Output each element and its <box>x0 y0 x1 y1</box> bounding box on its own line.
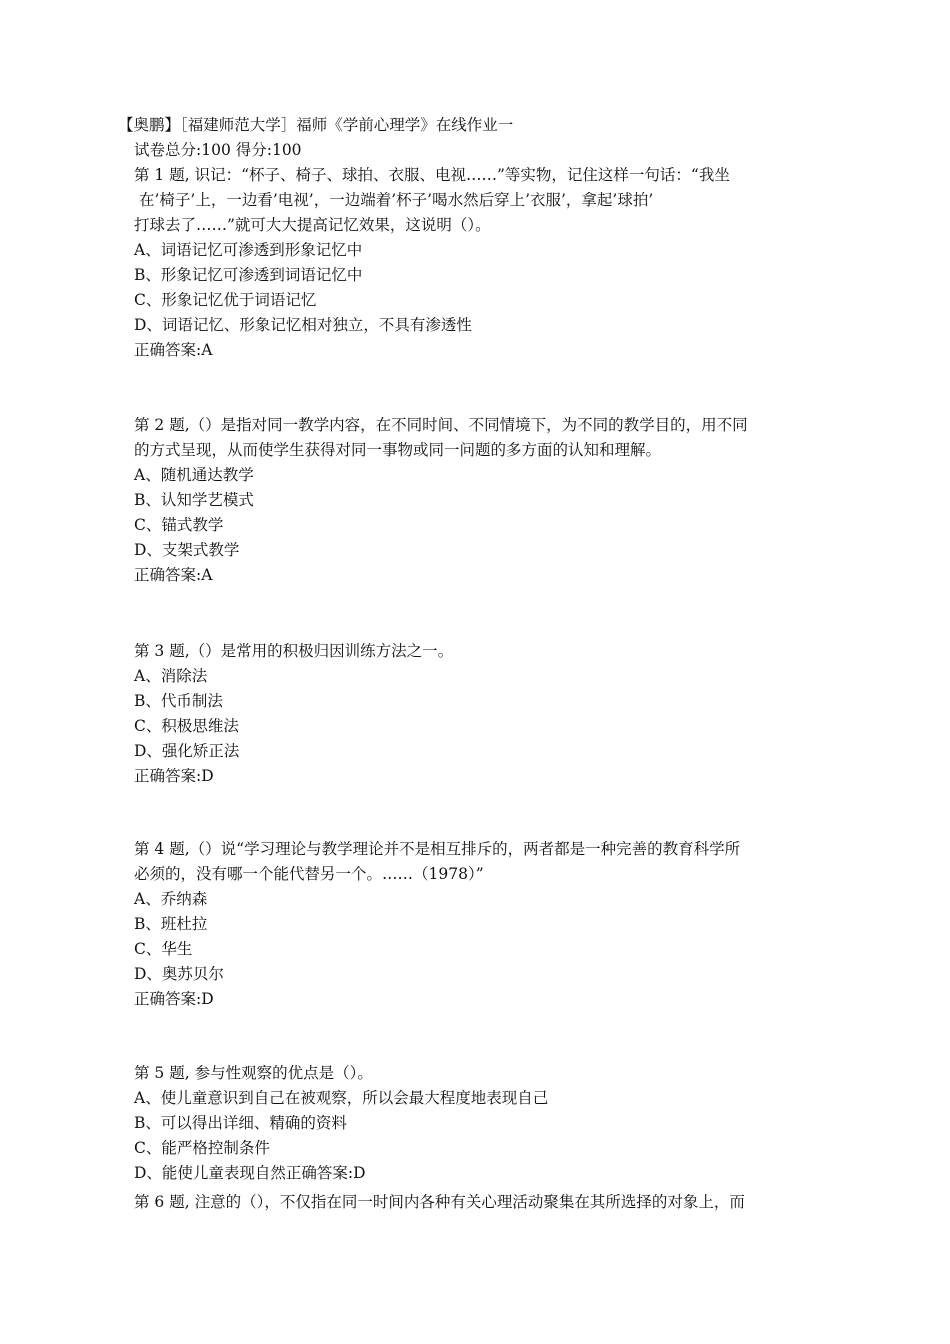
question-stem-line: 第 3 题,（）是常用的积极归因训练方法之一。 <box>134 642 454 660</box>
option-d: D、强化矫正法 <box>134 742 240 760</box>
question-stem-line: 必须的，没有哪一个能代替另一个。……（1978）” <box>134 865 484 883</box>
correct-answer: 正确答案:D <box>134 767 214 785</box>
option-c: C、积极思维法 <box>134 717 239 735</box>
question-stem-line: 第 4 题,（）说“学习理论与教学理论并不是相互排斥的，两者都是一种完善的教育科学所 <box>134 840 741 858</box>
option-b: B、认知学艺模式 <box>134 491 254 509</box>
option-a: A、词语记忆可渗透到形象记忆中 <box>134 241 363 259</box>
question-stem-line: 的方式呈现，从而使学生获得对同一事物或同一问题的多方面的认知和理解。 <box>134 441 662 459</box>
option-c: C、形象记忆优于词语记忆 <box>134 291 317 309</box>
option-a: A、消除法 <box>134 667 208 685</box>
option-d: D、奥苏贝尔 <box>134 965 224 983</box>
option-c: C、华生 <box>134 940 193 958</box>
option-d: D、支架式教学 <box>134 541 240 559</box>
question-stem-line: 在’椅子’上，一边看’电视’，一边端着’杯子’喝水然后穿上’衣服’，拿起’球拍’ <box>139 191 654 209</box>
question-stem-line: 第 6 题, 注意的（），不仅指在同一时间内各种有关心理活动聚集在其所选择的对象上，而 <box>134 1193 745 1211</box>
question-stem-line: 第 2 题,（）是指对同一教学内容，在不同时间、不同情境下，为不同的教学目的，用不同 <box>134 416 748 434</box>
score-summary: 试卷总分:100 得分:100 <box>134 141 302 159</box>
option-d: D、词语记忆、形象记忆相对独立，不具有渗透性 <box>134 316 472 334</box>
option-b: B、形象记忆可渗透到词语记忆中 <box>134 266 363 284</box>
question-stem-line: 第 1 题, 识记：“杯子、椅子、球拍、衣服、电视……”等实物，记住这样一句话：“我坐 <box>134 166 730 184</box>
option-c: C、能严格控制条件 <box>134 1139 270 1157</box>
option-c: C、锚式教学 <box>134 516 224 534</box>
option-a: A、乔纳森 <box>134 890 208 908</box>
correct-answer: 正确答案:A <box>134 566 213 584</box>
option-b: B、代币制法 <box>134 692 223 710</box>
correct-answer: 正确答案:D <box>134 990 214 1008</box>
correct-answer: 正确答案:A <box>134 341 213 359</box>
option-b: B、可以得出详细、精确的资料 <box>134 1114 347 1132</box>
question-stem-line: 第 5 题, 参与性观察的优点是（）。 <box>134 1064 373 1082</box>
option-b: B、班杜拉 <box>134 915 208 933</box>
option-d: D、能使儿童表现自然正确答案:D <box>134 1164 366 1182</box>
question-stem-line: 打球去了……”就可大大提高记忆效果，这说明（）。 <box>134 216 491 234</box>
option-a: A、使儿童意识到自己在被观察，所以会最大程度地表现自己 <box>134 1089 549 1107</box>
option-a: A、随机通达教学 <box>134 466 254 484</box>
document-title: 【奥鹏】［福建师范大学］福师《学前心理学》在线作业一 <box>118 116 514 134</box>
